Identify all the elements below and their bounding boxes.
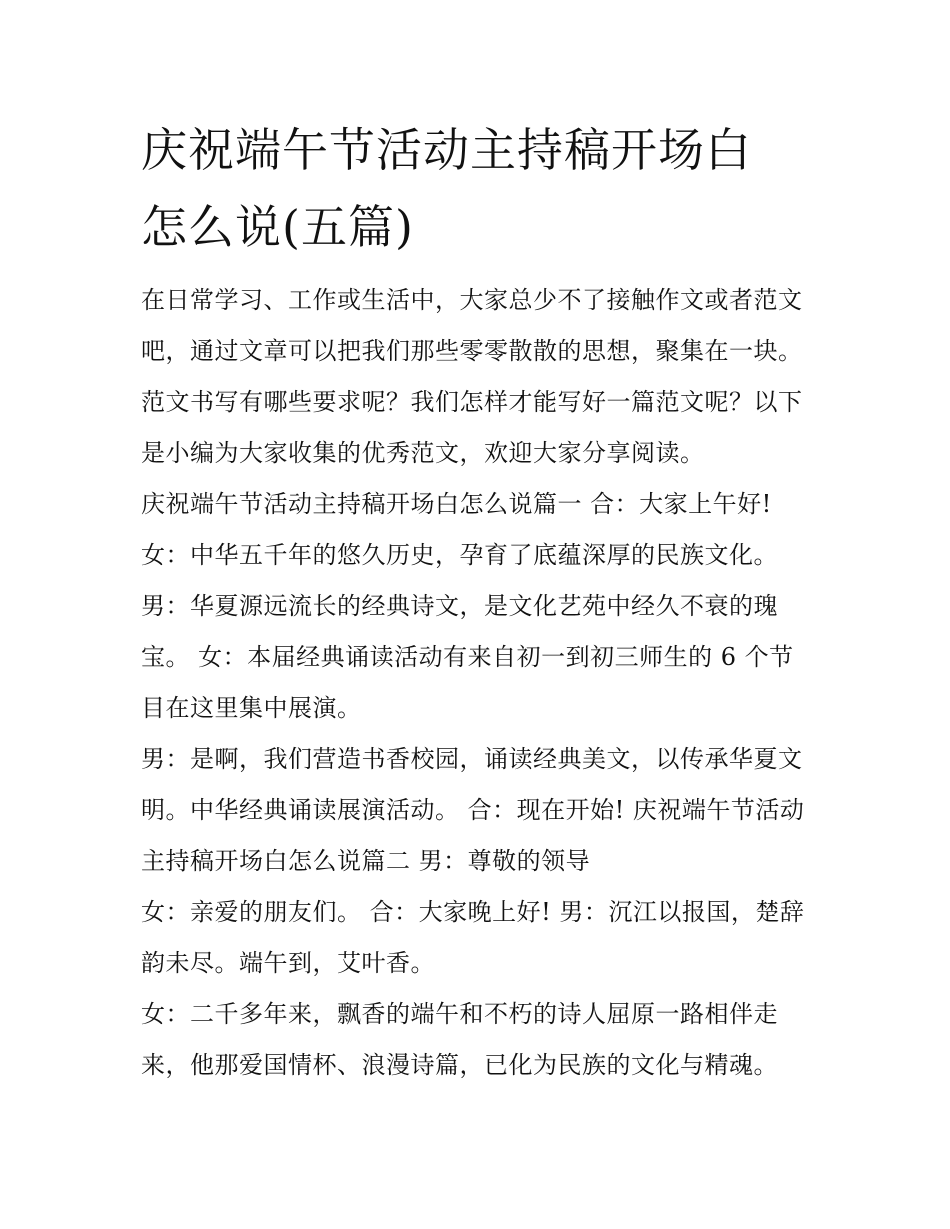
document-title <box>141 112 841 266</box>
body-line-15: 女：二千多年来，飘香的端午和不朽的诗人屈原一路相伴走 <box>141 1000 778 1028</box>
body-line-9: 目在这里集中展演。 <box>141 694 362 722</box>
body-line-2: 吧，通过文章可以把我们那些零零散散的思想，聚集在一块。 <box>141 337 803 365</box>
body-line-5: 庆祝端午节活动主持稿开场白怎么说篇一 合：大家上午好! <box>141 490 772 518</box>
body-line-12: 主持稿开场白怎么说篇二 男：尊敬的领导 <box>141 847 591 875</box>
body-line-6: 女：中华五千年的悠久历史，孕育了底蕴深厚的民族文化。 <box>141 541 778 569</box>
body-line-4: 是小编为大家收集的优秀范文，欢迎大家分享阅读。 <box>141 439 705 467</box>
body-line-10: 男：是啊，我们营造书香校园，诵读经典美文，以传承华夏文 <box>141 745 803 773</box>
body-line-3: 范文书写有哪些要求呢？我们怎样才能写好一篇范文呢？以下 <box>141 388 803 416</box>
body-line-1: 在日常学习、工作或生活中，大家总少不了接触作文或者范文 <box>141 286 803 314</box>
body-line-11: 明。中华经典诵读展演活动。 合：现在开始! 庆祝端午节活动 <box>141 796 805 824</box>
title-line-2: 怎么说(五篇) <box>141 200 414 254</box>
title-line-1: 庆祝端午节活动主持稿开场白 <box>141 123 752 177</box>
body-line-14: 韵未尽。端午到，艾叶香。 <box>141 949 435 977</box>
body-line-16: 来，他那爱国情杯、浪漫诗篇，已化为民族的文化与精魂。 <box>141 1051 778 1079</box>
body-line-8: 宝。 女：本届经典诵读活动有来自初一到初三师生的 6 个节 <box>141 643 794 671</box>
body-line-13: 女：亲爱的朋友们。 合：大家晚上好! 男：沉江以报国，楚辞 <box>141 898 805 926</box>
body-line-7: 男：华夏源远流长的经典诗文，是文化艺苑中经久不衰的瑰 <box>141 592 778 620</box>
